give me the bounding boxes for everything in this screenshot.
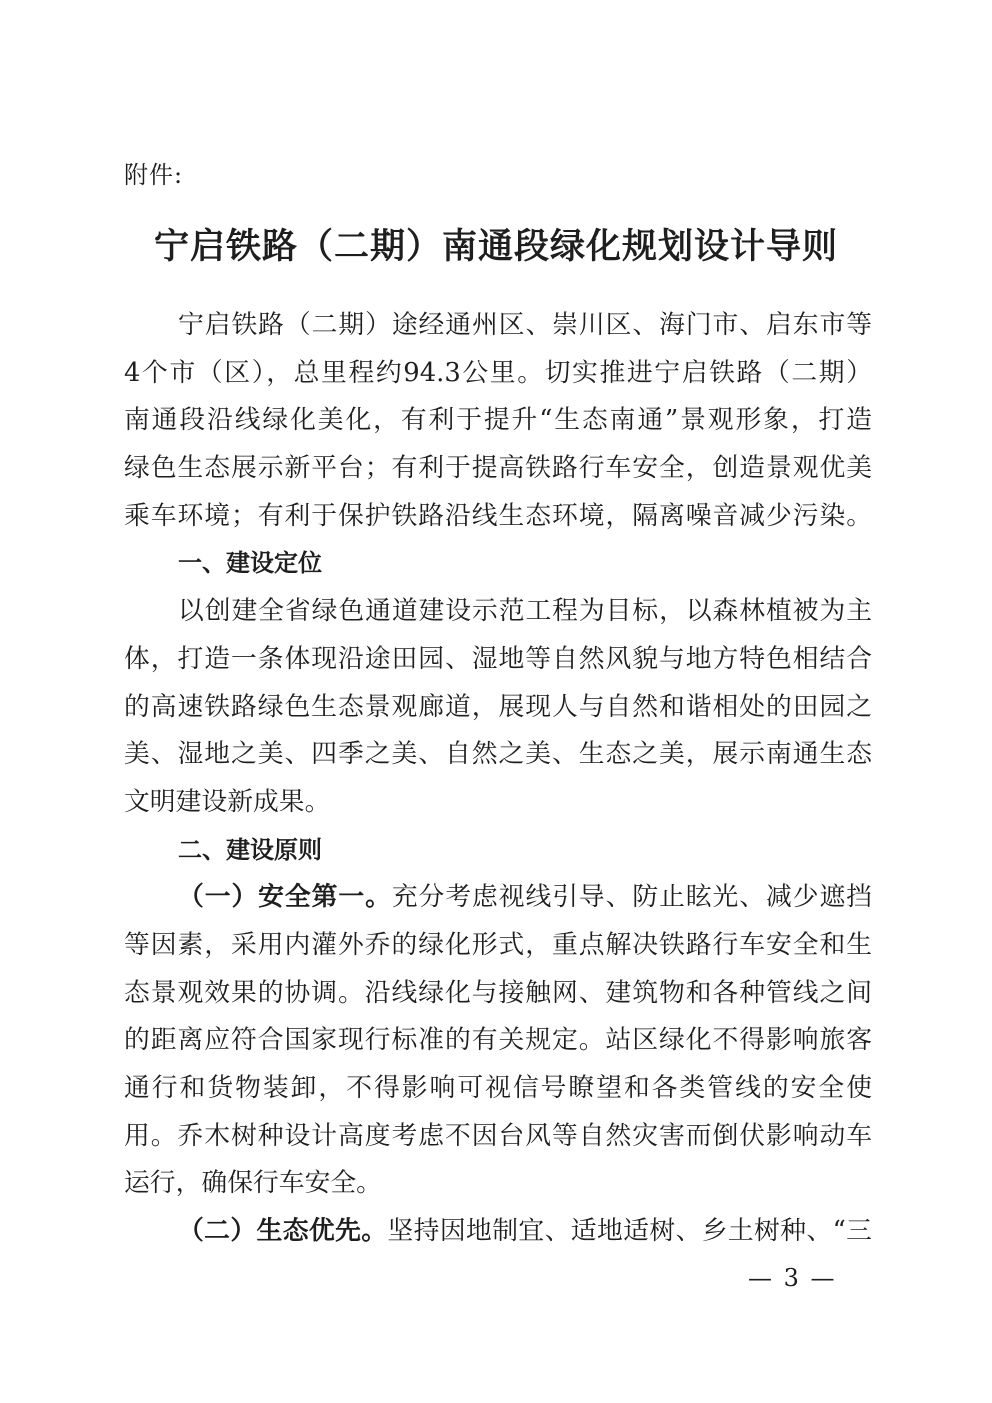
attachment-label: 附件: xyxy=(124,161,184,189)
section1-line: 的高速铁路绿色生态景观廊道，展现人与自然和谐相处的田园之 xyxy=(124,691,872,722)
intro-line: 4个市（区），总里程约94.3公里。切实推进宁启铁路（二期） xyxy=(124,357,872,388)
principle-label: （一）安全第一。 xyxy=(178,882,392,913)
section1-line: 体，打造一条体现沿途田园、湿地等自然风貌与地方特色相结合 xyxy=(124,643,872,674)
intro-line: 绿色生态展示新平台；有利于提高铁路行车安全，创造景观优美 xyxy=(124,453,872,484)
intro-line: 宁启铁路（二期）途经通州区、崇川区、海门市、启东市等 xyxy=(178,310,872,340)
section1-line: 美、湿地之美、四季之美、自然之美、生态之美，展示南通生态 xyxy=(124,739,872,770)
principle1-line: 运行，确保行车安全。 xyxy=(124,1168,382,1199)
principle-first-line xyxy=(124,874,872,922)
principle1-line: 用。乔木树种设计高度考虑不因台风等自然灾害而倒伏影响动车 xyxy=(124,1120,872,1151)
principle1-line: 等因素，采用内灌外乔的绿化形式，重点解决铁路行车安全和生 xyxy=(124,929,872,960)
principle-text: 充分考虑视线引导、防止眩光、减少遮挡 xyxy=(391,882,872,913)
principle-text: 坚持因地制宜、适地适树、乡土树种、“三 xyxy=(387,1216,872,1247)
intro-line: 乘车环境；有利于保护铁路沿线生态环境，隔离噪音减少污染。 xyxy=(124,500,872,531)
principle1-line: 态景观效果的协调。沿线绿化与接触网、建筑物和各种管线之间 xyxy=(124,977,872,1008)
principle-label: （二）生态优先。 xyxy=(178,1216,388,1247)
section1-line: 文明建设新成果。 xyxy=(124,786,331,817)
page-number: — 3 — xyxy=(748,1264,837,1292)
section-heading: 二、建设原则 xyxy=(178,835,322,864)
principle-first-line xyxy=(124,1208,872,1256)
principle1-line: 的距离应符合国家现行标准的有关规定。站区绿化不得影响旅客 xyxy=(124,1025,872,1056)
document-body xyxy=(124,302,872,1256)
principle1-line: 通行和货物装卸，不得影响可视信号瞭望和各类管线的安全使 xyxy=(124,1073,872,1103)
section-heading: 一、建设定位 xyxy=(178,549,322,578)
intro-line: 南通段沿线绿化美化，有利于提升“生态南通”景观形象，打造 xyxy=(124,405,872,436)
section1-line: 以创建全省绿色通道建设示范工程为目标，以森林植被为主 xyxy=(178,596,872,627)
document-title: 宁启铁路（二期）南通段绿化规划设计导则 xyxy=(153,227,838,267)
